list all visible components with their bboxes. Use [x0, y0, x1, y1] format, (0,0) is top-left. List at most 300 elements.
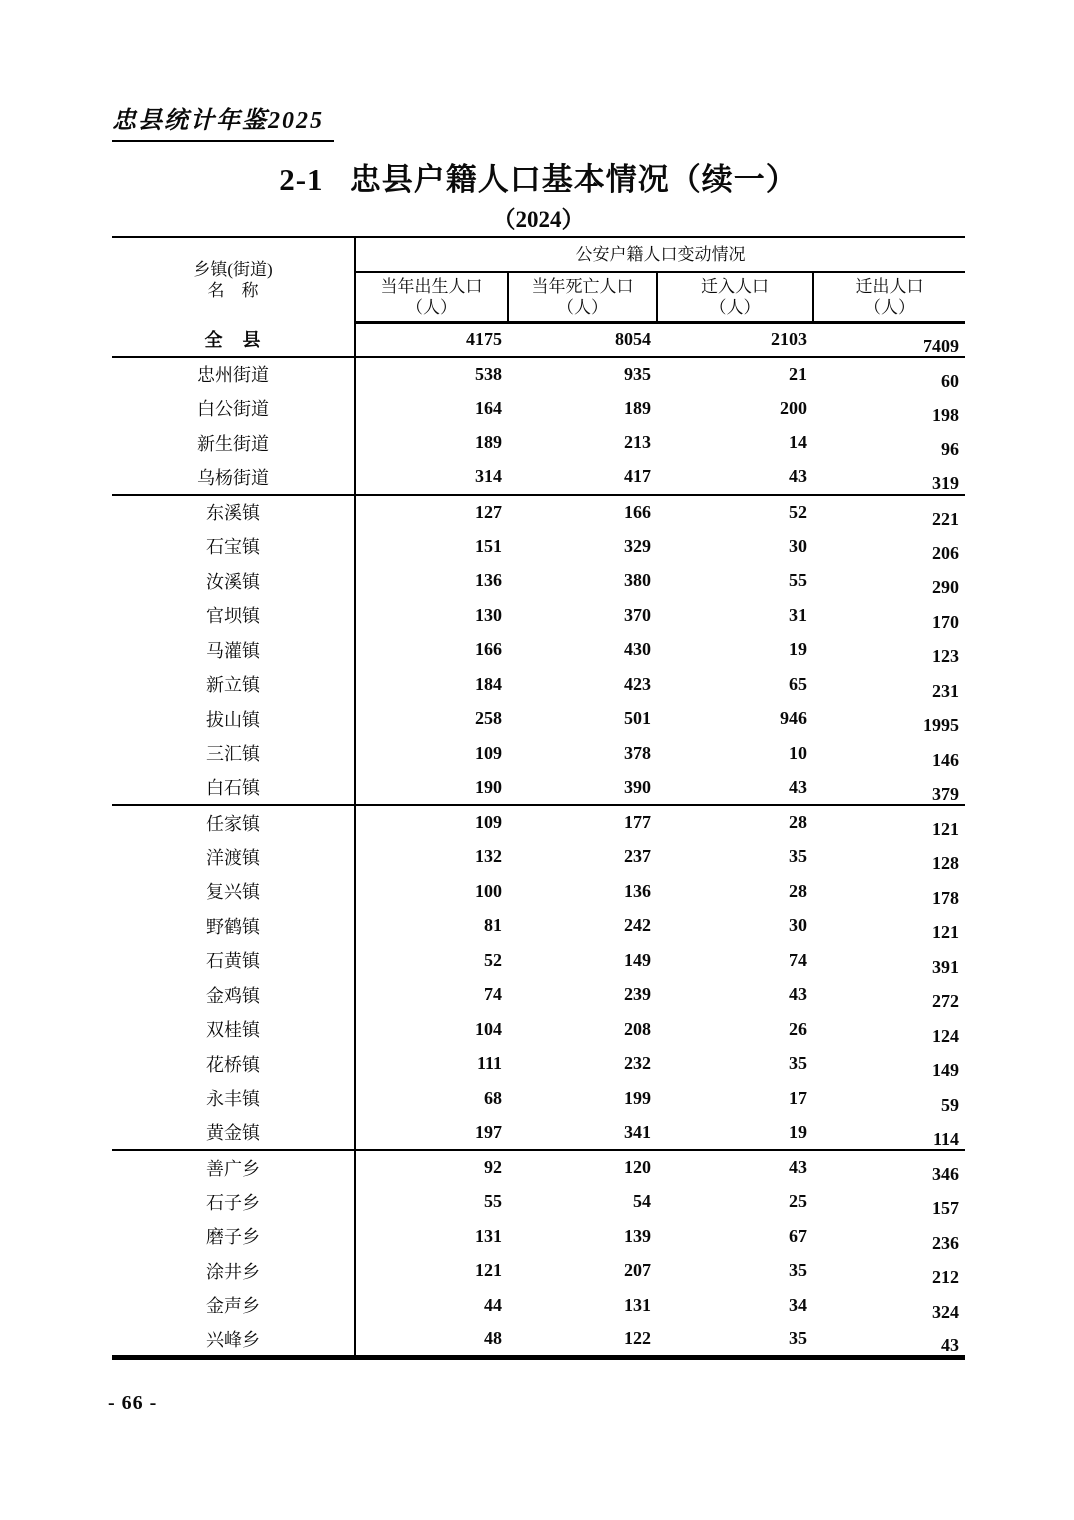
cell-number: 189 — [624, 397, 651, 418]
row-name: 忠州街道 — [112, 357, 355, 392]
cell-value — [508, 736, 657, 771]
row-name: 马灌镇 — [112, 633, 355, 668]
cell-number: 198 — [932, 404, 959, 425]
table-row — [112, 391, 965, 426]
cell-number: 151 — [475, 535, 502, 556]
cell-value — [355, 1288, 508, 1323]
cell-value — [508, 909, 657, 944]
book-header: 忠县统计年鉴2025 — [112, 100, 334, 142]
column-header-4 — [813, 272, 965, 323]
cell-number: 100 — [475, 880, 502, 901]
cell-value — [657, 943, 813, 978]
cell-number: 55 — [484, 1191, 502, 1212]
row-name: 汝溪镇 — [112, 564, 355, 599]
cell-value — [657, 1254, 813, 1289]
cell-value — [508, 1219, 657, 1254]
cell-value — [355, 1081, 508, 1116]
cell-number: 30 — [789, 915, 807, 936]
cell-number: 128 — [932, 853, 959, 874]
cell-value — [657, 1081, 813, 1116]
cell-number: 8054 — [615, 329, 651, 350]
cell-value — [657, 564, 813, 599]
cell-number: 391 — [932, 956, 959, 977]
cell-value — [813, 1185, 965, 1220]
cell-value — [355, 1116, 508, 1151]
cell-value — [657, 1116, 813, 1151]
cell-value — [508, 1150, 657, 1185]
table-row — [112, 702, 965, 737]
cell-number: 109 — [475, 742, 502, 763]
cell-number: 10 — [789, 742, 807, 763]
cell-value — [813, 564, 965, 599]
table-row — [112, 1288, 965, 1323]
cell-number: 111 — [476, 1053, 502, 1074]
table-row — [112, 529, 965, 564]
cell-value — [355, 909, 508, 944]
column-header-group: 公安户籍人口变动情况 — [355, 237, 965, 272]
column-unit: （人） — [557, 298, 608, 317]
cell-number: 55 — [789, 570, 807, 591]
cell-number: 17 — [789, 1087, 807, 1108]
cell-number: 189 — [475, 432, 502, 453]
cell-value — [657, 426, 813, 461]
cell-value — [355, 771, 508, 806]
cell-value — [657, 874, 813, 909]
cell-value — [657, 1047, 813, 1082]
table-row — [112, 495, 965, 530]
cell-value — [813, 667, 965, 702]
table-row — [112, 1323, 965, 1358]
cell-value — [508, 426, 657, 461]
cell-number: 67 — [789, 1225, 807, 1246]
cell-value — [657, 909, 813, 944]
cell-number: 4175 — [466, 329, 502, 350]
cell-number: 52 — [484, 949, 502, 970]
cell-number: 379 — [932, 783, 959, 804]
cell-value — [508, 978, 657, 1013]
cell-value — [355, 840, 508, 875]
table-row — [112, 840, 965, 875]
cell-value — [813, 909, 965, 944]
row-name: 全 县 — [112, 323, 355, 357]
cell-number: 208 — [624, 1018, 651, 1039]
cell-value — [508, 357, 657, 392]
column-header-1 — [355, 272, 508, 323]
row-name: 兴峰乡 — [112, 1323, 355, 1358]
cell-value — [355, 1323, 508, 1358]
cell-number: 35 — [789, 846, 807, 867]
cell-value — [508, 323, 657, 357]
cell-number: 124 — [932, 1025, 959, 1046]
cell-number: 109 — [475, 812, 502, 833]
cell-value — [813, 771, 965, 806]
cell-number: 26 — [789, 1018, 807, 1039]
cell-value — [355, 736, 508, 771]
column-label: 迁出人口 — [855, 276, 924, 296]
cell-value — [813, 426, 965, 461]
cell-number: 232 — [624, 1053, 651, 1074]
cell-number: 35 — [789, 1053, 807, 1074]
table-row — [112, 1081, 965, 1116]
cell-value — [355, 805, 508, 840]
cell-number: 200 — [780, 397, 807, 418]
cell-number: 44 — [484, 1294, 502, 1315]
cell-number: 136 — [475, 570, 502, 591]
cell-value — [508, 1116, 657, 1151]
cell-value — [657, 1323, 813, 1358]
cell-value — [355, 564, 508, 599]
cell-value — [508, 771, 657, 806]
cell-value — [657, 1150, 813, 1185]
cell-value — [657, 1185, 813, 1220]
cell-number: 390 — [624, 776, 651, 797]
column-label: 当年出生人口 — [380, 276, 483, 296]
cell-value — [657, 323, 813, 357]
cell-number: 35 — [789, 1260, 807, 1281]
cell-value — [508, 943, 657, 978]
cell-number: 378 — [624, 742, 651, 763]
cell-number: 127 — [475, 501, 502, 522]
cell-value — [813, 943, 965, 978]
cell-number: 149 — [624, 949, 651, 970]
cell-number: 19 — [789, 639, 807, 660]
cell-value — [355, 1254, 508, 1289]
cell-number: 14 — [789, 432, 807, 453]
population-table — [112, 236, 965, 1360]
cell-value — [355, 323, 508, 357]
cell-value — [355, 1150, 508, 1185]
cell-value — [508, 564, 657, 599]
cell-value — [355, 1185, 508, 1220]
table-row — [112, 564, 965, 599]
cell-value — [508, 460, 657, 495]
cell-number: 43 — [789, 776, 807, 797]
column-unit: （人） — [709, 298, 761, 317]
column-label: 迁入人口 — [701, 276, 769, 296]
row-name: 金声乡 — [112, 1288, 355, 1323]
cell-number: 329 — [624, 535, 651, 556]
cell-number: 122 — [624, 1328, 651, 1348]
cell-value — [355, 460, 508, 495]
cell-number: 206 — [932, 542, 959, 563]
row-name: 洋渡镇 — [112, 840, 355, 875]
cell-number: 272 — [932, 991, 959, 1012]
cell-value — [657, 1012, 813, 1047]
row-name: 善广乡 — [112, 1150, 355, 1185]
table-row — [112, 1012, 965, 1047]
cell-value — [813, 1219, 965, 1254]
cell-value — [508, 874, 657, 909]
table-row — [112, 323, 965, 357]
cell-number: 123 — [932, 646, 959, 667]
cell-value — [813, 736, 965, 771]
cell-value — [508, 1047, 657, 1082]
cell-value — [508, 529, 657, 564]
cell-value — [657, 1219, 813, 1254]
table-row — [112, 426, 965, 461]
cell-value — [355, 978, 508, 1013]
cell-value — [508, 1185, 657, 1220]
table-row — [112, 943, 965, 978]
table-row — [112, 598, 965, 633]
cell-value — [657, 495, 813, 530]
cell-number: 430 — [624, 639, 651, 660]
row-name: 金鸡镇 — [112, 978, 355, 1013]
cell-value — [508, 805, 657, 840]
cell-number: 177 — [624, 812, 651, 833]
row-name: 花桥镇 — [112, 1047, 355, 1082]
cell-number: 52 — [789, 501, 807, 522]
cell-value — [508, 840, 657, 875]
table-row — [112, 978, 965, 1013]
row-name: 新立镇 — [112, 667, 355, 702]
cell-value — [508, 1081, 657, 1116]
cell-number: 178 — [932, 887, 959, 908]
cell-number: 199 — [624, 1087, 651, 1108]
cell-number: 2103 — [771, 329, 807, 350]
cell-value — [657, 736, 813, 771]
cell-value — [813, 1081, 965, 1116]
cell-value — [813, 1288, 965, 1323]
cell-value — [813, 1254, 965, 1289]
cell-number: 146 — [932, 749, 959, 770]
name-header-line2: 名 称 — [207, 281, 259, 301]
row-name: 磨子乡 — [112, 1219, 355, 1254]
cell-number: 34 — [789, 1294, 807, 1315]
table-row — [112, 633, 965, 668]
cell-value — [813, 1012, 965, 1047]
cell-value — [813, 1116, 965, 1151]
cell-value — [657, 529, 813, 564]
column-header-name — [112, 237, 355, 323]
cell-number: 946 — [780, 708, 807, 729]
cell-value — [508, 598, 657, 633]
row-name: 白石镇 — [112, 771, 355, 806]
cell-value — [508, 1254, 657, 1289]
cell-value — [355, 426, 508, 461]
cell-value — [355, 667, 508, 702]
cell-number: 43 — [789, 984, 807, 1005]
cell-value — [355, 1047, 508, 1082]
cell-number: 68 — [484, 1087, 502, 1108]
cell-value — [813, 460, 965, 495]
cell-value — [508, 1323, 657, 1358]
row-name: 官坝镇 — [112, 598, 355, 633]
cell-number: 28 — [789, 812, 807, 833]
cell-value — [508, 1012, 657, 1047]
cell-value — [657, 805, 813, 840]
cell-number: 935 — [624, 363, 651, 384]
row-name: 白公街道 — [112, 391, 355, 426]
cell-number: 207 — [624, 1260, 651, 1281]
cell-number: 184 — [475, 673, 502, 694]
table-row — [112, 805, 965, 840]
cell-number: 131 — [624, 1294, 651, 1315]
row-name: 双桂镇 — [112, 1012, 355, 1047]
cell-number: 231 — [932, 680, 959, 701]
cell-value — [813, 702, 965, 737]
cell-value — [508, 391, 657, 426]
table-row — [112, 771, 965, 806]
cell-value — [813, 495, 965, 530]
cell-value — [355, 943, 508, 978]
table-row — [112, 1185, 965, 1220]
cell-number: 417 — [624, 466, 651, 487]
cell-number: 166 — [624, 501, 651, 522]
cell-number: 30 — [789, 535, 807, 556]
cell-value — [355, 598, 508, 633]
cell-value — [355, 1012, 508, 1047]
cell-value — [657, 667, 813, 702]
cell-value — [813, 391, 965, 426]
row-name: 石黄镇 — [112, 943, 355, 978]
cell-number: 314 — [475, 466, 502, 487]
cell-number: 1995 — [923, 715, 959, 736]
cell-number: 35 — [789, 1328, 807, 1348]
row-name: 黄金镇 — [112, 1116, 355, 1151]
cell-value — [813, 633, 965, 668]
cell-value — [657, 391, 813, 426]
column-header-3 — [657, 272, 813, 323]
cell-number: 170 — [932, 611, 959, 632]
cell-number: 132 — [475, 846, 502, 867]
cell-number: 28 — [789, 880, 807, 901]
cell-number: 136 — [624, 880, 651, 901]
cell-value — [355, 1219, 508, 1254]
cell-number: 59 — [941, 1094, 959, 1115]
cell-value — [813, 598, 965, 633]
cell-number: 242 — [624, 915, 651, 936]
cell-number: 290 — [932, 577, 959, 598]
row-name: 三汇镇 — [112, 736, 355, 771]
cell-value — [508, 702, 657, 737]
cell-number: 81 — [484, 915, 502, 936]
column-label: 当年死亡人口 — [531, 276, 634, 296]
row-name: 永丰镇 — [112, 1081, 355, 1116]
page-subtitle: （2024） — [492, 207, 585, 232]
cell-value — [355, 357, 508, 392]
table-row — [112, 357, 965, 392]
cell-number: 131 — [475, 1225, 502, 1246]
row-name: 拔山镇 — [112, 702, 355, 737]
row-name: 涂井乡 — [112, 1254, 355, 1289]
page-title: 2-1 忠县户籍人口基本情况（续一） — [279, 162, 798, 197]
row-name: 新生街道 — [112, 426, 355, 461]
column-unit: （人） — [406, 298, 457, 317]
cell-number: 7409 — [923, 336, 959, 357]
cell-value — [657, 633, 813, 668]
cell-number: 157 — [932, 1198, 959, 1219]
row-name: 复兴镇 — [112, 874, 355, 909]
row-name: 石宝镇 — [112, 529, 355, 564]
cell-number: 104 — [475, 1018, 502, 1039]
cell-number: 48 — [484, 1328, 502, 1348]
cell-value — [813, 978, 965, 1013]
cell-number: 25 — [789, 1191, 807, 1212]
cell-number: 221 — [932, 508, 959, 529]
header-row-1 — [112, 237, 965, 272]
cell-number: 31 — [789, 604, 807, 625]
table-row — [112, 736, 965, 771]
cell-number: 130 — [475, 604, 502, 625]
cell-value — [355, 495, 508, 530]
table-row — [112, 1150, 965, 1185]
cell-value — [813, 874, 965, 909]
cell-number: 166 — [475, 639, 502, 660]
cell-value — [813, 529, 965, 564]
cell-number: 65 — [789, 673, 807, 694]
cell-value — [813, 805, 965, 840]
cell-number: 121 — [932, 819, 959, 840]
cell-number: 92 — [484, 1157, 502, 1178]
cell-number: 258 — [475, 708, 502, 729]
cell-number: 237 — [624, 846, 651, 867]
cell-number: 121 — [475, 1260, 502, 1281]
cell-value — [355, 529, 508, 564]
cell-value — [355, 702, 508, 737]
row-name: 野鹤镇 — [112, 909, 355, 944]
cell-number: 21 — [789, 363, 807, 384]
column-header-2 — [508, 272, 657, 323]
cell-value — [508, 1288, 657, 1323]
name-header-line1: 乡镇(街道) — [193, 260, 273, 279]
cell-value — [355, 391, 508, 426]
cell-value — [355, 874, 508, 909]
cell-number: 43 — [789, 1157, 807, 1178]
cell-number: 319 — [932, 473, 959, 494]
cell-value — [508, 667, 657, 702]
cell-number: 370 — [624, 604, 651, 625]
table-row — [112, 909, 965, 944]
cell-value — [657, 460, 813, 495]
cell-number: 139 — [624, 1225, 651, 1246]
cell-number: 212 — [932, 1267, 959, 1288]
cell-number: 114 — [932, 1128, 959, 1149]
cell-number: 213 — [624, 432, 651, 453]
row-name: 石子乡 — [112, 1185, 355, 1220]
row-name: 乌杨街道 — [112, 460, 355, 495]
cell-number: 190 — [475, 776, 502, 797]
cell-number: 239 — [624, 984, 651, 1005]
table-row — [112, 1219, 965, 1254]
cell-value — [813, 1047, 965, 1082]
cell-value — [657, 598, 813, 633]
cell-number: 54 — [633, 1191, 651, 1212]
cell-number: 74 — [789, 949, 807, 970]
cell-number: 197 — [475, 1121, 502, 1142]
cell-number: 96 — [941, 439, 959, 460]
cell-number: 60 — [941, 370, 959, 391]
cell-value — [657, 357, 813, 392]
cell-number: 43 — [789, 466, 807, 487]
cell-number: 236 — [932, 1232, 959, 1253]
cell-number: 423 — [624, 673, 651, 694]
cell-value — [813, 1150, 965, 1185]
cell-value — [813, 357, 965, 392]
table-row — [112, 1116, 965, 1151]
cell-number: 164 — [475, 397, 502, 418]
table-row — [112, 667, 965, 702]
cell-value — [355, 633, 508, 668]
row-name: 东溪镇 — [112, 495, 355, 530]
cell-number: 43 — [941, 1335, 959, 1355]
column-unit: （人） — [864, 298, 915, 317]
cell-value — [657, 978, 813, 1013]
cell-value — [657, 840, 813, 875]
page-number: - 66 - — [108, 1392, 158, 1414]
cell-number: 74 — [484, 984, 502, 1005]
cell-value — [508, 633, 657, 668]
